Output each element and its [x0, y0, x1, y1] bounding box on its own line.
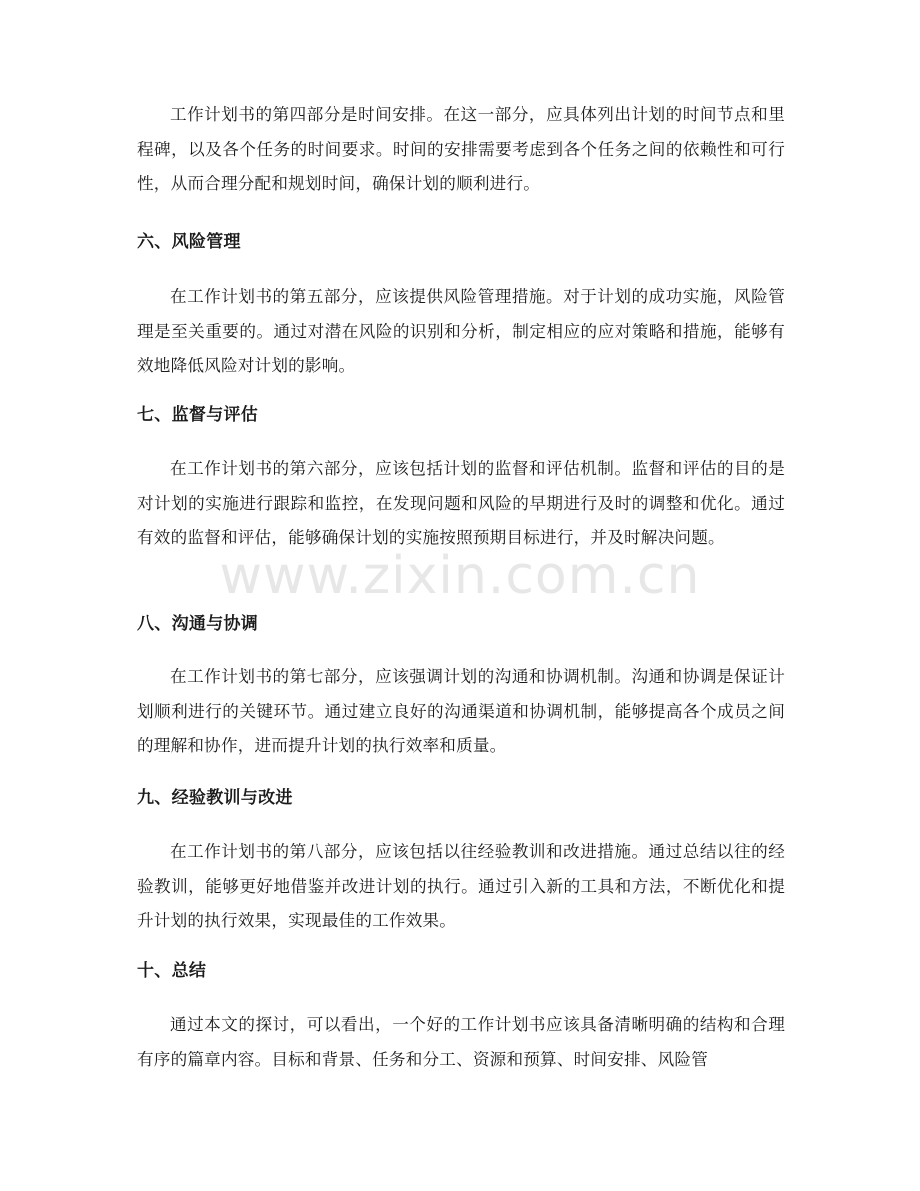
- heading-summary: 十、总结: [137, 961, 207, 981]
- heading-lessons-improvement: 九、经验教训与改进: [137, 788, 293, 808]
- paragraph-communication-coordination: 在工作计划书的第七部分，应该强调计划的沟通和协调机制。沟通和协调是保证计划顺利进行的关键环节。通过建立良好的沟通渠道和协调机制，能够提高各个成员之间的理解和协作，进而提升计划的执行效率和质量。: [137, 667, 785, 755]
- watermark: www.zixin.com.cn: [219, 546, 701, 606]
- paragraph-summary: 通过本文的探讨，可以看出，一个好的工作计划书应该具备清晰明确的结构和合理有序的篇章内容。目标和背景、任务和分工、资源和预算、时间安排、风险管: [137, 1015, 785, 1069]
- paragraph-monitoring-evaluation: 在工作计划书的第六部分，应该包括计划的监督和评估机制。监督和评估的目的是对计划的实施进行跟踪和监控，在发现问题和风险的早期进行及时的调整和优化。通过有效的监督和评估，能够确保计划的实施按照预期目标进行，并及时解决问题。: [137, 459, 785, 547]
- paragraph-lessons-improvement: 在工作计划书的第八部分，应该包括以往经验教训和改进措施。通过总结以往的经验教训，能够更好地借鉴并改进计划的执行。通过引入新的工具和方法，不断优化和提升计划的执行效果，实现最佳的工作效果。: [137, 842, 785, 930]
- heading-communication-coordination: 八、沟通与协调: [137, 614, 259, 634]
- heading-risk-management: 六、风险管理: [137, 232, 241, 252]
- paragraph-risk-management: 在工作计划书的第五部分，应该提供风险管理措施。对于计划的成功实施，风险管理是至关重要的。通过对潜在风险的识别和分析，制定相应的应对策略和措施，能够有效地降低风险对计划的影响。: [137, 287, 785, 375]
- paragraph-time-schedule: 工作计划书的第四部分是时间安排。在这一部分，应具体列出计划的时间节点和里程碑，以及各个任务的时间要求。时间的安排需要考虑到各个任务之间的依赖性和可行性，从而合理分配和规划时间，确保计划的顺利进行。: [137, 105, 785, 193]
- heading-monitoring-evaluation: 七、监督与评估: [137, 405, 259, 425]
